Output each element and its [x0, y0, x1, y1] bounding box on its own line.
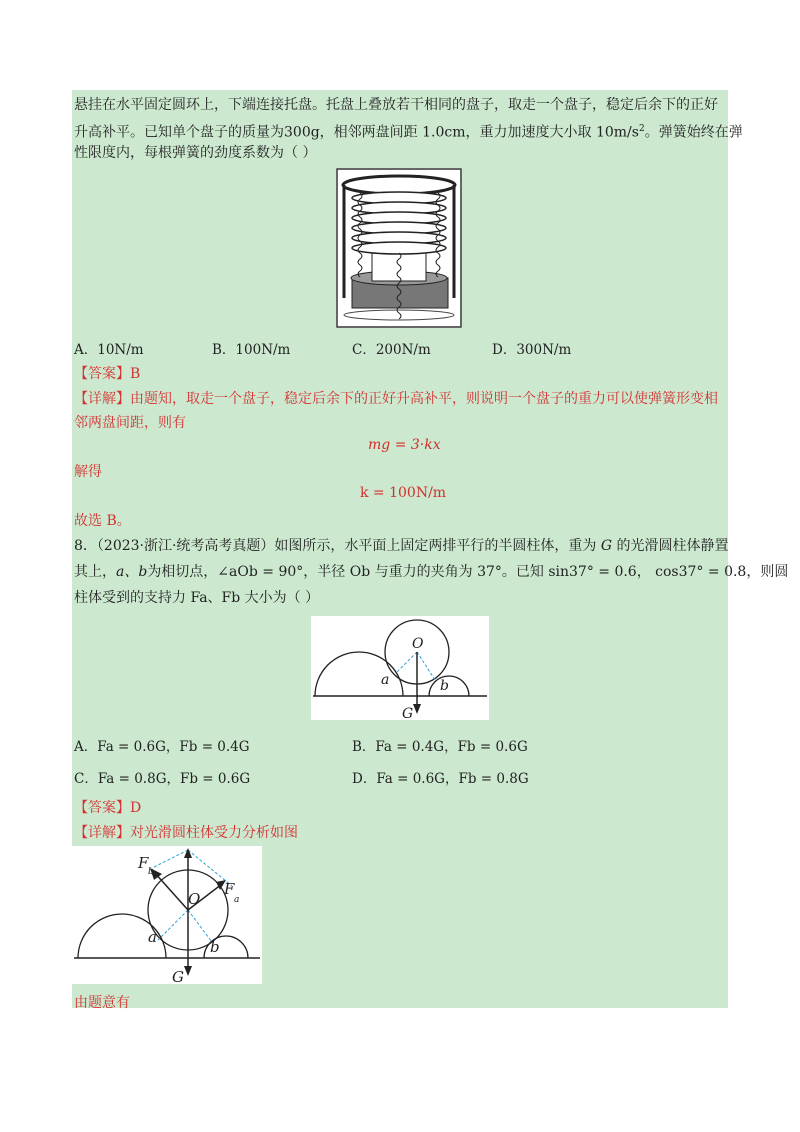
q7-figure: [336, 168, 462, 328]
q8-option-c: C．Fa = 0.8G，Fb = 0.6G: [74, 771, 251, 787]
label-b: b: [440, 678, 449, 694]
label-fa-sub: a: [234, 895, 240, 905]
q7-answer: 【答案】B: [74, 366, 141, 382]
label-a: a: [381, 672, 390, 688]
q8-youti: 由题意有: [74, 995, 130, 1011]
q8-line-3: 柱体受到的支持力 Fa、Fb 大小为（ ）: [74, 590, 320, 606]
q8-detail: 【详解】对光滑圆柱体受力分析如图: [74, 825, 298, 841]
label-fb-sub: b: [148, 867, 154, 877]
label-b: b: [210, 938, 220, 956]
q8-option-a: A．Fa = 0.6G，Fb = 0.4G: [74, 739, 250, 755]
q8-option-b: B．Fa = 0.4G，Fb = 0.6G: [352, 739, 528, 755]
q8-answer: 【答案】D: [74, 800, 142, 816]
force-diagram: [72, 846, 262, 984]
q7-option-b: B．100N/m: [212, 342, 291, 358]
q7-line-1: 悬挂在水平固定圆环上，下端连接托盘。托盘上叠放若干相同的盘子，取走一个盘子，稳定后余下的正好: [74, 97, 718, 113]
label-g: G: [172, 968, 184, 984]
label-fa: F: [224, 880, 235, 898]
q7-option-c: C．200N/m: [352, 342, 431, 358]
q7-conclusion: 故选 B。: [74, 513, 131, 529]
q7-detail-line-2: 邻两盘间距，则有: [74, 415, 186, 431]
q7-option-d: D．300N/m: [492, 342, 572, 358]
q7-jiede: 解得: [74, 464, 102, 480]
label-a: a: [148, 928, 157, 946]
label-o: O: [412, 636, 424, 652]
q8-line-1: 8．（2023·浙江·统考高考真题）如图所示，水平面上固定两排平行的半圆柱体，重为 G 的光滑圆柱体静置: [74, 538, 729, 554]
q7-detail-line-1: 【详解】由题知，取走一个盘子，稳定后余下的正好升高补平，则说明一个盘子的重力可以使弹簧形变相: [74, 391, 718, 407]
label-g: G: [402, 706, 414, 720]
q7-line-2: 升高补平。已知单个盘子的质量为300g，相邻两盘间距 1.0cm，重力加速度大小取 $10m/s^2$。弹簧始终在弹: [74, 124, 743, 141]
label-fb: F: [138, 854, 149, 872]
q7-equation-2: k = 100N/m: [360, 485, 447, 501]
spring-dispenser-image: [336, 168, 462, 328]
q7-line-3: 性限度内，每根弹簧的劲度系数为（ ）: [74, 145, 317, 161]
q8-line-2: 其上，a、b为相切点，∠aOb = 90°，半径 Ob 与重力的夹角为 37°。已知 sin37° = 0.6， cos37° = 0.8，则圆: [74, 564, 789, 580]
q7-equation-1: mg = 3·kx: [368, 437, 441, 453]
q8-figure: [311, 616, 489, 720]
q7-option-a: A．10N/m: [74, 342, 144, 358]
q8-force-figure: [72, 846, 262, 984]
q8-option-d: D．Fa = 0.6G，Fb = 0.8G: [352, 771, 529, 787]
cylinder-diagram: [311, 616, 489, 720]
label-o: O: [188, 890, 201, 908]
